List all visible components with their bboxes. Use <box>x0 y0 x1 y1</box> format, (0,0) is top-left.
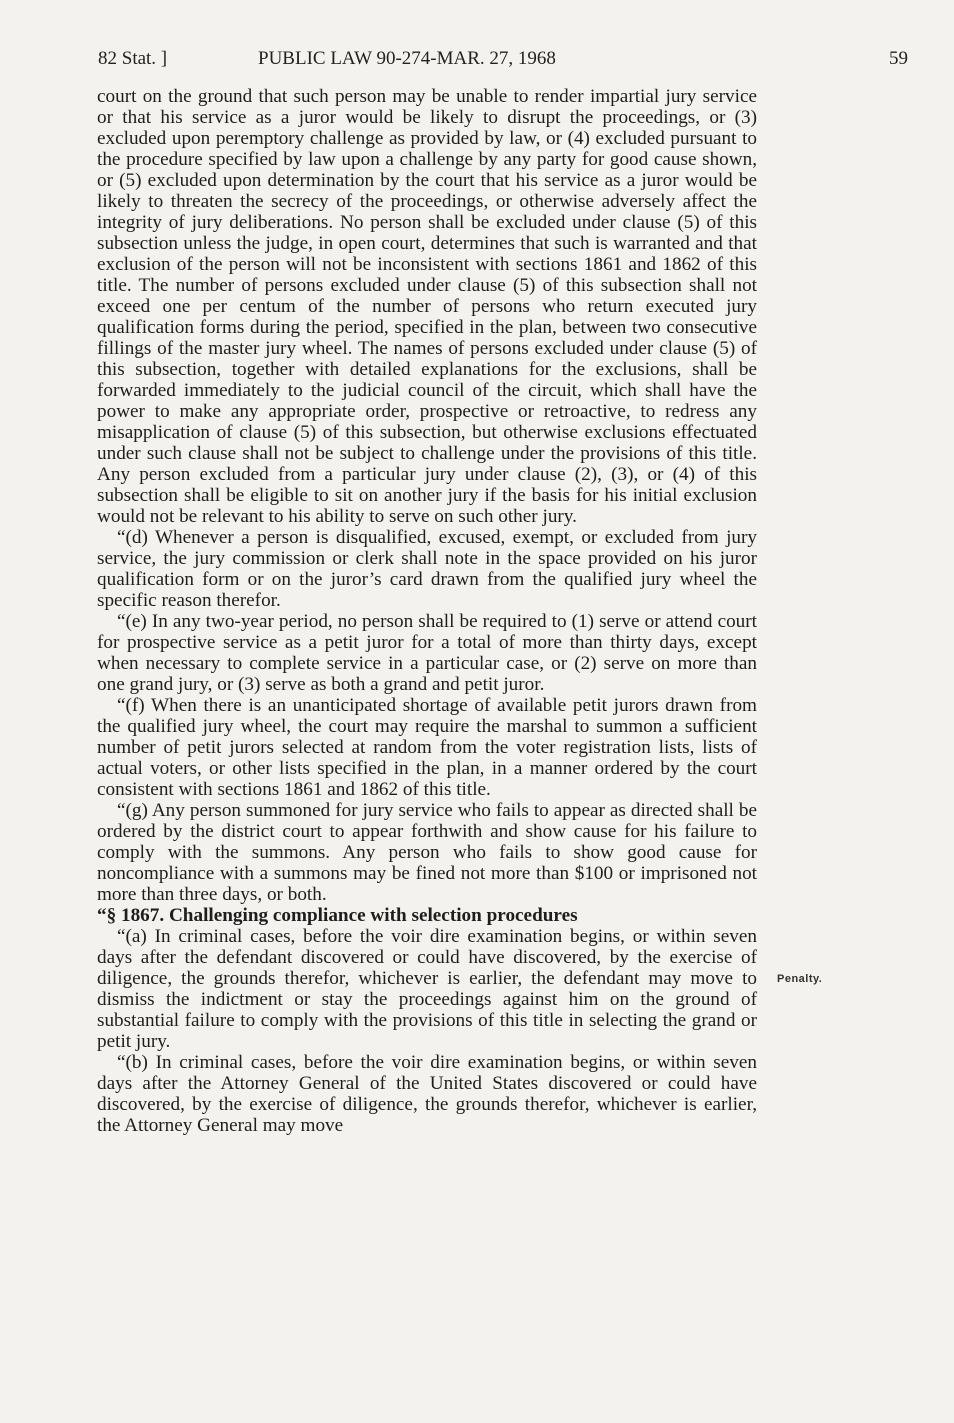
paragraph-continuation: court on the ground that such person may be unable to render impartial jury service or that his service as a juror would be likely to disrupt the proceedings, or (3) excluded upon peremptory challenge as provided by law, or (4) excluded pursuant to the procedure specified by law upon a challenge by any party for good cause shown, or (5) excluded upon determination by the court that his service as a juror would be likely to threaten the secrecy of the proceedings, or otherwise adversely affect the integrity of jury deliberations. No person shall be excluded under clause (5) of this subsection unless the judge, in open court, determines that such is warranted and that exclusion of the person will not be inconsistent with sections 1861 and 1862 of this title. The number of persons excluded under clause (5) of this subsection shall not exceed one per centum of the number of persons who return executed jury qualification forms during the period, specified in the plan, between two consecutive fillings of the master jury wheel. The names of persons excluded under clause (5) of this subsection, together with detailed explanations for the exclusions, shall be forwarded immediately to the judicial council of the circuit, which shall have the power to make any appropriate order, prospective or retroactive, to redress any misapplication of clause (5) of this subsection, but otherwise exclusions effectuated under such clause shall not be subject to challenge under the provisions of this title. Any person excluded from a particular jury under clause (2), (3), or (4) of this subsection shall be eligible to sit on another jury if the basis for his initial exclusion would not be relevant to his ability to serve on such other jury. <box>97 86 757 527</box>
page-header <box>98 48 908 74</box>
margin-note-penalty: Penalty. <box>777 973 823 985</box>
paragraph-e: “(e) In any two-year period, no person shall be required to (1) serve or attend court for prospective service as a petit juror for a total of more than thirty days, except when necessary to complete service in a particular case, or (2) serve on more than one grand jury, or (3) serve as both a grand and petit juror. <box>97 611 757 695</box>
law-title: PUBLIC LAW 90-274-MAR. 27, 1968 <box>258 48 556 69</box>
page-number: 59 <box>889 48 908 69</box>
paragraph-1867-a: “(a) In criminal cases, before the voir dire examination begins, or within seven days after the defendant discovered or could have discovered, by the exercise of diligence, the grounds therefor, whichever is earlier, the defendant may move to dismiss the indictment or stay the proceedings against him on the ground of substantial failure to comply with the provisions of this title in selecting the grand or petit jury. <box>97 926 757 1052</box>
body-text <box>97 86 757 1136</box>
paragraph-d: “(d) Whenever a person is disqualified, excused, exempt, or excluded from jury service, the jury commission or clerk shall note in the space provided on his juror qualification form or on the juror’s card drawn from the qualified jury wheel the specific reason therefor. <box>97 527 757 611</box>
paragraph-1867-b: “(b) In criminal cases, before the voir dire examination begins, or within seven days after the Attorney General of the United States discovered or could have discovered, by the exercise of diligence, the grounds therefor, whichever is earlier, the Attorney General may move <box>97 1052 757 1136</box>
paragraph-f: “(f) When there is an unanticipated shortage of available petit jurors drawn from the qualified jury wheel, the court may require the marshal to summon a sufficient number of petit jurors selected at random from the voter registration lists, lists of actual voters, or other lists specified in the plan, in a manner ordered by the court consistent with sections 1861 and 1862 of this title. <box>97 695 757 800</box>
section-1867-heading: “§ 1867. Challenging compliance with selection procedures <box>97 905 578 926</box>
paragraph-g: “(g) Any person summoned for jury service who fails to appear as directed shall be ordered by the district court to appear forthwith and show cause for his failure to comply with the summons. Any person who fails to show good cause for noncompliance with a summons may be fined not more than $100 or imprisoned not more than three days, or both. <box>97 800 757 905</box>
statute-reference: 82 Stat. ] <box>98 48 168 69</box>
